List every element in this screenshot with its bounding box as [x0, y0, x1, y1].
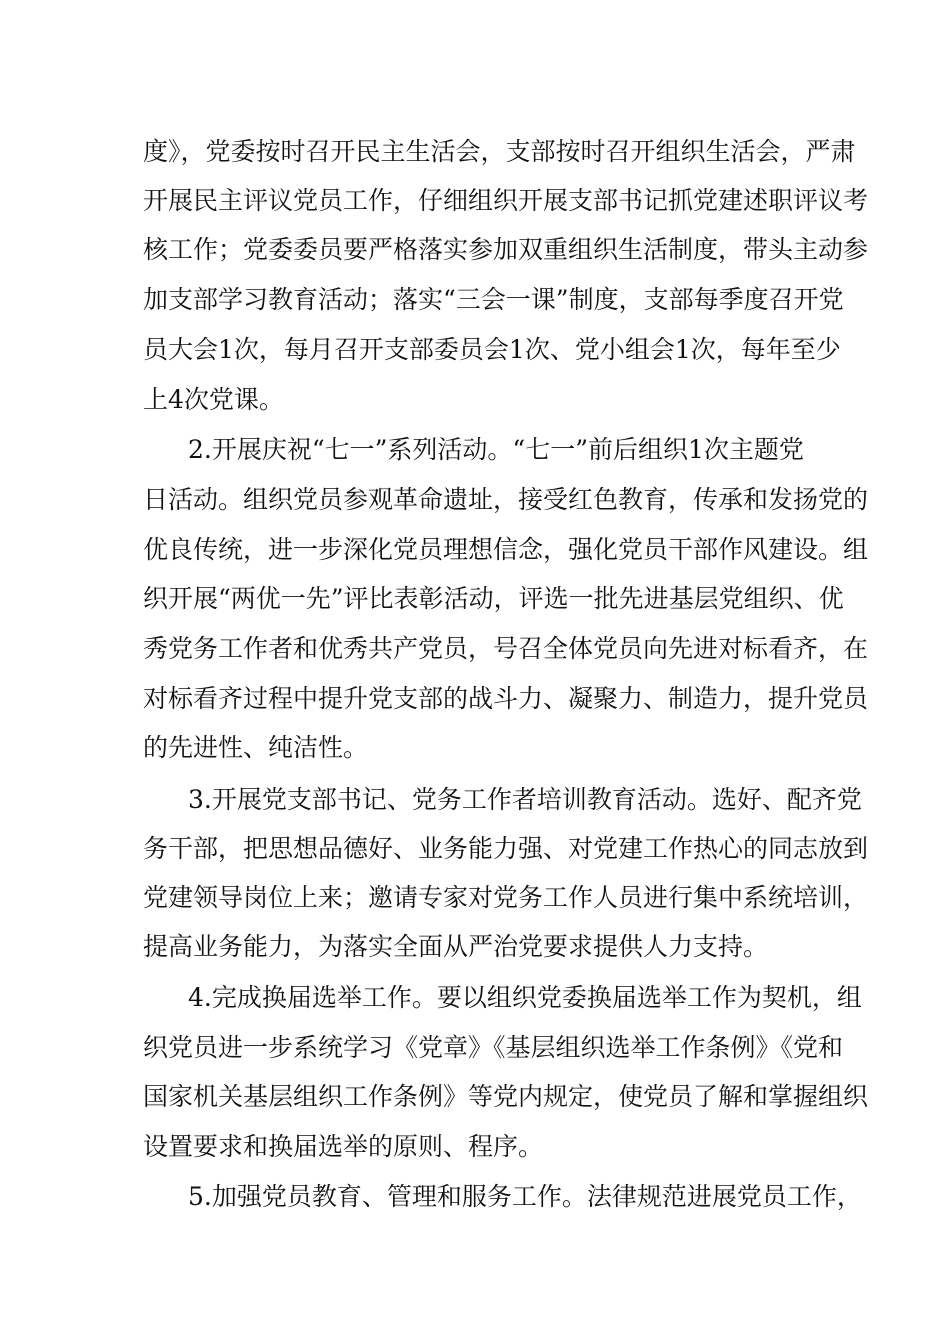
text-line: 日活动。组织党员参观革命遗址，接受红色教育，传承和发扬党的 — [143, 485, 869, 514]
text-line: 设置要求和换届选举的原则、程序。 — [143, 1132, 544, 1161]
text-line: 加支部学习教育活动；落实“三会一课”制度，支部每季度召开党 — [143, 285, 844, 314]
text-line: 织党员进一步系统学习《党章》《基层组织选举工作条例》《党和 — [143, 1033, 844, 1062]
text-line: 务干部，把思想品德好、业务能力强、对党建工作热心的同志放到 — [143, 834, 869, 863]
text-line: 的先进性、纯洁性。 — [143, 733, 369, 762]
text-line: 核工作；党委委员要严格落实参加双重组织生活制度，带头主动参 — [143, 235, 869, 264]
paragraph-3-start: 3.开展党支部书记、党务工作者培训教育活动。选好、配齐党 — [188, 785, 862, 814]
text-line: 对标看齐过程中提升党支部的战斗力、凝聚力、制造力，提升党员 — [143, 684, 869, 713]
paragraph-5-start: 5.加强党员教育、管理和服务工作。法律规范进展党员工作， — [188, 1182, 862, 1211]
text-line: 织开展“两优一先”评比表彰活动，评选一批先进基层党组织、优 — [143, 584, 844, 613]
text-line: 国家机关基层组织工作条例》等党内规定，使党员了解和掌握组织 — [143, 1082, 869, 1111]
text-line: 度》，党委按时召开民主生活会，支部按时召开组织生活会，严肃 — [143, 137, 856, 166]
paragraph-2-start: 2.开展庆祝“七一”系列活动。“七一”前后组织1次主题党 — [188, 435, 804, 464]
paragraph-4-start: 4.完成换届选举工作。要以组织党委换届选举工作为契机，组 — [188, 983, 862, 1012]
text-line: 上4次党课。 — [143, 385, 284, 414]
text-line: 优良传统，进一步深化党员理想信念，强化党员干部作风建设。组 — [143, 535, 869, 564]
text-line: 员大会1次，每月召开支部委员会1次、党小组会1次，每年至少 — [143, 335, 841, 364]
text-line: 秀党务工作者和优秀共产党员，号召全体党员向先进对标看齐，在 — [143, 634, 869, 663]
text-line: 党建领导岗位上来；邀请专家对党务工作人员进行集中系统培训， — [143, 883, 869, 912]
text-line: 开展民主评议党员工作，仔细组织开展支部书记抓党建述职评议考 — [143, 186, 869, 215]
text-line: 提高业务能力，为落实全面从严治党要求提供人力支持。 — [143, 932, 769, 961]
